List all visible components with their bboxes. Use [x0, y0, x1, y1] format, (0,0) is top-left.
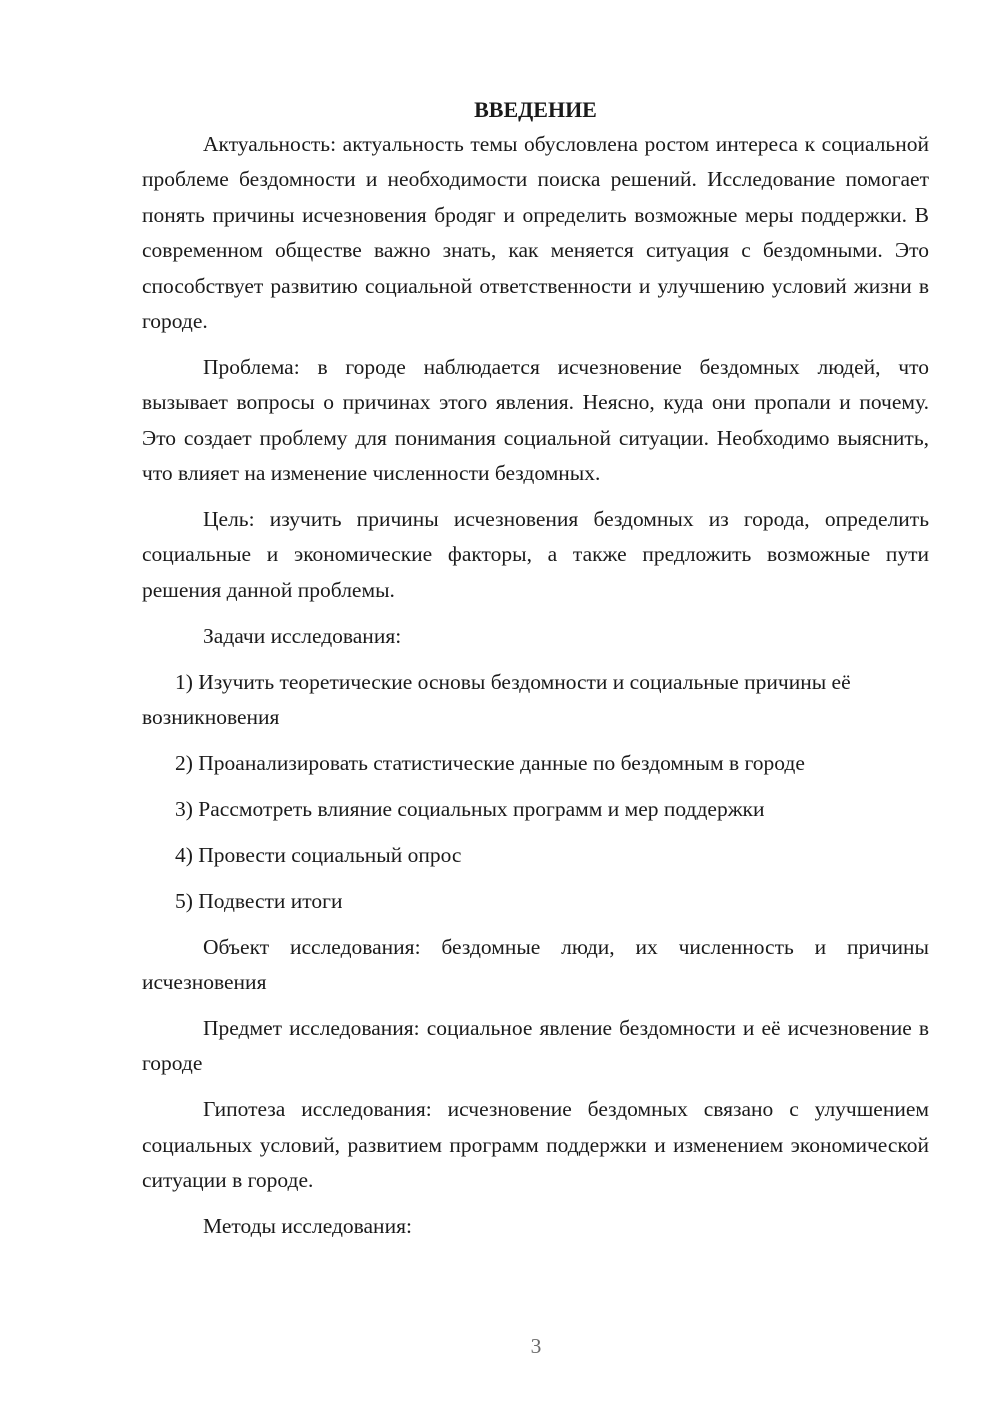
task-item-3: 3) Рассмотреть влияние социальных программ и мер поддержки [175, 796, 765, 821]
paragraph-subject: Предмет исследования: социальное явление бездомности и её исчезновение в городе [142, 1015, 929, 1076]
task-item-1: 1) Изучить теоретические основы бездомности и социальные причины её возникновения [142, 669, 851, 730]
paragraph-relevance: Актуальность: актуальность темы обусловлена ростом интереса к социальной проблеме бездомности и необходимости поиска решений. Исследование помогает понять причины исчезновения бродяг и определить возможные меры поддержки. В современном обществе важно знать, как меняется ситуация с бездомными. Это способствует развитию социальной ответственности и улучшению условий жизни в городе. [142, 132, 929, 334]
paragraph-tasks-heading: Задачи исследования: [203, 623, 402, 648]
page-number: 3 [530, 1334, 542, 1358]
document-page [142, 92, 929, 1244]
task-item-2: 2) Проанализировать статистические данные по бездомным в городе [175, 751, 805, 775]
paragraph-object: Объект исследования: бездомные люди, их численность и причины исчезновения [142, 934, 929, 995]
paragraph-hypothesis: Гипотеза исследования: исчезновение бездомных связано с улучшением социальных условий, развитием программ поддержки и изменением экономической ситуации в городе. [142, 1097, 929, 1193]
paragraph-problem: Проблема: в городе наблюдается исчезновение бездомных людей, что вызывает вопросы о причинах этого явления. Неясно, куда они пропали и почему. Это создает проблему для понимания социальной ситуации. Необходимо выяснить, что влияет на изменение численности бездомных. [142, 354, 929, 486]
tasks-list [142, 665, 929, 919]
task-item-4: 4) Провести социальный опрос [175, 842, 462, 867]
paragraph-goal: Цель: изучить причины исчезновения бездомных из города, определить социальные и экономические факторы, а также предложить возможные пути решения данной проблемы. [142, 507, 929, 602]
task-item-5: 5) Подвести итоги [175, 888, 343, 913]
section-title: ВВЕДЕНИЕ [474, 97, 597, 122]
paragraph-methods-heading: Методы исследования: [203, 1213, 412, 1238]
